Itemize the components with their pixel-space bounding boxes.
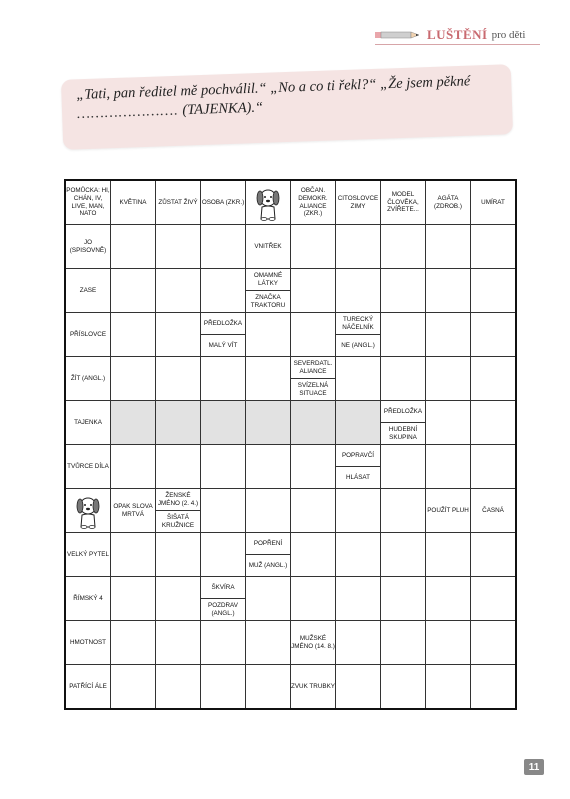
answer-cell[interactable]	[156, 533, 201, 577]
tajenka-cell[interactable]	[291, 401, 336, 445]
answer-cell[interactable]	[111, 577, 156, 621]
answer-cell[interactable]	[336, 665, 381, 710]
row-clue: TVŮRCE DÍLA	[65, 445, 111, 489]
header-clue: OSOBA (ZKR.)	[201, 180, 246, 225]
header-subtitle: pro děti	[491, 29, 526, 41]
header-clue: AGÁTA (ZDROB.)	[426, 180, 471, 225]
answer-cell[interactable]	[201, 269, 246, 313]
clue-top: PŘEDLOŽKA	[201, 313, 245, 335]
row-clue: VELKÝ PYTEL	[65, 533, 111, 577]
page-header	[375, 27, 526, 43]
row-clue: JO (SPISOVNĚ)	[65, 225, 111, 269]
answer-cell[interactable]	[156, 357, 201, 401]
answer-cell[interactable]	[111, 533, 156, 577]
answer-cell[interactable]	[426, 533, 471, 577]
clue-top: PŘEDLOŽKA	[381, 401, 425, 423]
answer-cell[interactable]	[381, 489, 426, 533]
joke-line-1: „Tati, pan ředitel mě pochválil.“ „No a co ti řekl?“ „Že jsem pěkné	[76, 73, 471, 103]
tajenka-cell[interactable]	[201, 401, 246, 445]
row-clue: ŘÍMSKÝ 4	[65, 577, 111, 621]
answer-cell[interactable]	[471, 313, 517, 357]
tajenka-cell[interactable]	[111, 401, 156, 445]
clue-bottom: MUŽ (ANGL.)	[248, 561, 288, 569]
answer-cell[interactable]	[291, 313, 336, 357]
pencil-icon	[375, 31, 419, 39]
clue-bottom: HUDEBNÍ SKUPINA	[388, 425, 418, 441]
header-clue: MODEL ČLOVĚKA, ZVÍŘETE...	[381, 180, 426, 225]
answer-cell[interactable]	[291, 269, 336, 313]
clue-bottom: HLÁSAT	[345, 473, 371, 481]
answer-cell[interactable]	[336, 533, 381, 577]
answer-cell[interactable]	[381, 577, 426, 621]
answer-cell[interactable]	[111, 621, 156, 665]
answer-cell[interactable]	[426, 621, 471, 665]
clue-cell: VNITŘEK	[246, 225, 291, 269]
header-clue: KVĚTINA	[111, 180, 156, 225]
row-clue: PATŘÍCÍ ÁLE	[65, 665, 111, 710]
answer-cell[interactable]	[426, 313, 471, 357]
answer-cell[interactable]	[246, 665, 291, 710]
answer-cell[interactable]	[246, 357, 291, 401]
answer-cell[interactable]	[426, 225, 471, 269]
answer-cell[interactable]	[426, 401, 471, 445]
answer-cell[interactable]	[426, 357, 471, 401]
answer-cell[interactable]	[381, 313, 426, 357]
answer-cell[interactable]	[471, 401, 517, 445]
answer-cell[interactable]	[156, 313, 201, 357]
row-dog-cell	[65, 489, 111, 533]
answer-cell[interactable]	[111, 357, 156, 401]
answer-cell[interactable]	[111, 665, 156, 710]
row-clue: HMOTNOST	[65, 621, 111, 665]
answer-cell[interactable]	[336, 621, 381, 665]
answer-cell[interactable]	[426, 269, 471, 313]
answer-cell[interactable]	[471, 445, 517, 489]
answer-cell[interactable]	[156, 621, 201, 665]
header-title: LUŠTĚNÍ	[427, 27, 488, 42]
tajenka-cell[interactable]	[156, 401, 201, 445]
split-clue-cell	[336, 445, 381, 489]
answer-cell[interactable]	[246, 313, 291, 357]
answer-cell[interactable]	[291, 445, 336, 489]
row-clue: ŽÍT (ANGL.)	[65, 357, 111, 401]
answer-cell[interactable]	[336, 269, 381, 313]
answer-cell[interactable]	[111, 269, 156, 313]
answer-cell[interactable]	[201, 225, 246, 269]
tajenka-cell[interactable]	[246, 401, 291, 445]
split-clue-cell	[201, 577, 246, 621]
split-clue-cell	[381, 401, 426, 445]
clue-cell: POUŽÍT PLUH	[426, 489, 471, 533]
answer-cell[interactable]	[471, 621, 517, 665]
answer-cell[interactable]	[426, 577, 471, 621]
answer-cell[interactable]	[381, 533, 426, 577]
answer-cell[interactable]	[471, 225, 517, 269]
header-clue: UMÍRAT	[471, 180, 517, 225]
tajenka-cell[interactable]	[336, 401, 381, 445]
answer-cell[interactable]	[246, 489, 291, 533]
answer-cell[interactable]	[291, 577, 336, 621]
answer-cell[interactable]	[291, 489, 336, 533]
answer-cell[interactable]	[156, 445, 201, 489]
answer-cell[interactable]	[426, 665, 471, 710]
clue-cell: OPAK SLOVA MRTVÁ	[111, 489, 156, 533]
answer-cell[interactable]	[336, 577, 381, 621]
answer-cell[interactable]	[201, 621, 246, 665]
split-clue-cell	[201, 313, 246, 357]
answer-cell[interactable]	[381, 225, 426, 269]
answer-cell[interactable]	[201, 357, 246, 401]
row-clue: ZASE	[65, 269, 111, 313]
joke-line-2: (TAJENKA).“	[182, 99, 264, 119]
answer-cell[interactable]	[291, 225, 336, 269]
header-hint: POMŮCKA: HI, CHÁN, IV, LIVE, MAN, NATO	[65, 180, 111, 225]
answer-cell[interactable]	[111, 313, 156, 357]
header-clue: OBČAN. DEMOKR. ALIANCE (ZKR.)	[291, 180, 336, 225]
crossword-grid	[64, 179, 517, 710]
split-clue-cell	[246, 533, 291, 577]
answer-cell[interactable]	[201, 665, 246, 710]
answer-cell[interactable]	[336, 225, 381, 269]
header-clue: CITOSLOVCE ZIMY	[336, 180, 381, 225]
clue-cell: ČASNÁ	[471, 489, 517, 533]
answer-cell[interactable]	[111, 225, 156, 269]
answer-cell[interactable]	[111, 445, 156, 489]
answer-cell[interactable]	[156, 665, 201, 710]
answer-cell[interactable]	[201, 445, 246, 489]
page-number: 11	[524, 759, 544, 775]
answer-cell[interactable]	[471, 665, 517, 710]
answer-cell[interactable]	[471, 533, 517, 577]
header-dog-cell	[246, 180, 291, 225]
answer-cell[interactable]	[201, 489, 246, 533]
answer-cell[interactable]	[381, 665, 426, 710]
row-clue: TAJENKA	[65, 401, 111, 445]
clue-top: POPŘENÍ	[246, 533, 290, 555]
answer-cell[interactable]	[291, 533, 336, 577]
split-clue-cell	[291, 357, 336, 401]
clue-top: TURECKÝ NÁČELNÍK	[336, 313, 380, 335]
clue-top: POPRAVČÍ	[336, 445, 380, 467]
clue-cell: ZVUK TRUBKY	[291, 665, 336, 710]
clue-bottom: ZNAČKA TRAKTORU	[250, 293, 286, 309]
header-divider	[375, 44, 540, 45]
answer-cell[interactable]	[336, 357, 381, 401]
clue-bottom: SVÍZELNÁ SITUACE	[297, 381, 329, 397]
clue-bottom: ŠIŠATÁ KRUŽNICE	[161, 513, 195, 529]
split-clue-cell	[336, 313, 381, 357]
answer-cell[interactable]	[156, 225, 201, 269]
answer-cell[interactable]	[246, 577, 291, 621]
answer-cell[interactable]	[471, 269, 517, 313]
answer-cell[interactable]	[381, 445, 426, 489]
answer-cell[interactable]	[381, 621, 426, 665]
answer-cell[interactable]	[381, 269, 426, 313]
answer-cell[interactable]	[156, 577, 201, 621]
answer-cell[interactable]	[471, 577, 517, 621]
clue-top: SEVERDATL. ALIANCE	[291, 357, 335, 379]
clue-cell: MUŽSKÉ JMÉNO (14. 8.)	[291, 621, 336, 665]
answer-cell[interactable]	[426, 445, 471, 489]
split-clue-cell	[156, 489, 201, 533]
answer-cell[interactable]	[246, 445, 291, 489]
answer-cell[interactable]	[201, 533, 246, 577]
clue-bottom: MALÝ VÍT	[208, 341, 238, 349]
answer-cell[interactable]	[246, 621, 291, 665]
clue-top: ŽENSKÉ JMÉNO (2. 4.)	[156, 489, 200, 511]
answer-cell[interactable]	[471, 357, 517, 401]
split-clue-cell	[246, 269, 291, 313]
clue-bottom: NE (ANGL.)	[341, 341, 375, 349]
row-clue: PŘÍSLOVCE	[65, 313, 111, 357]
dog-icon	[66, 489, 110, 532]
clue-top: OMAMNÉ LÁTKY	[246, 269, 290, 291]
clue-top: ŠKVÍRA	[201, 577, 245, 599]
clue-bottom: POZDRAV (ANGL.)	[208, 601, 238, 617]
answer-cell[interactable]	[336, 489, 381, 533]
answer-cell[interactable]	[381, 357, 426, 401]
answer-cell[interactable]	[156, 269, 201, 313]
joke-dots: ………………….	[76, 102, 180, 122]
dog-icon	[246, 181, 290, 224]
header-clue: ZŮSTAT ŽIVÝ	[156, 180, 201, 225]
